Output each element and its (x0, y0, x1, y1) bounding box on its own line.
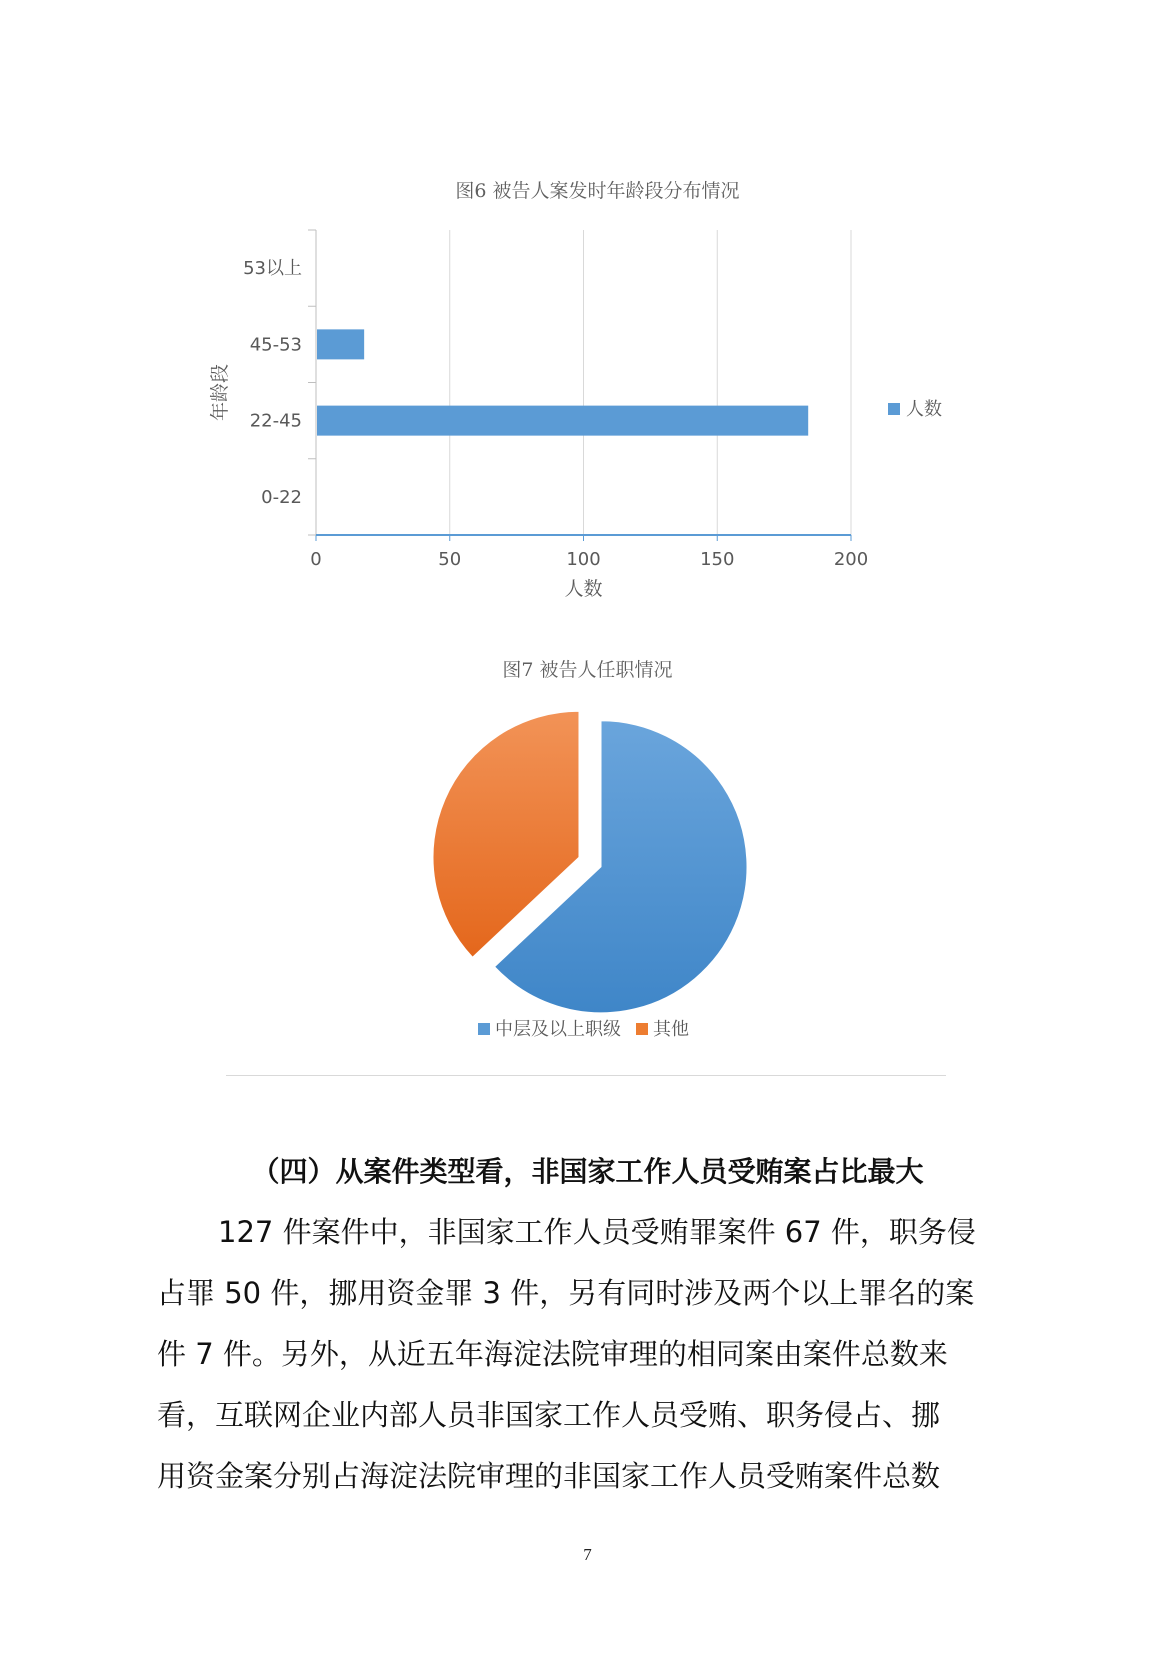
fig6-bar-chart (0, 210, 1175, 630)
bar (317, 406, 808, 436)
x-tick-label: 150 (700, 549, 735, 570)
fig6-title: 图6 被告人案发时年龄段分布情况 (455, 180, 740, 202)
paragraph-line: 看，互联网企业内部人员非国家工作人员受贿、职务侵占、挪 (157, 1398, 941, 1432)
legend-swatch (478, 1023, 490, 1035)
paragraph-line: 用资金案分别占海淀法院审理的非国家工作人员受贿案件总数 (157, 1459, 941, 1493)
paragraph-line: 占罪 50 件，挪用资金罪 3 件，另有同时涉及两个以上罪名的案 (157, 1276, 975, 1310)
paragraph-line: 件 7 件。另外，从近五年海淀法院审理的相同案由案件总数来 (157, 1337, 948, 1371)
x-axis-title: 人数 (564, 578, 603, 600)
legend-label: 其他 (653, 1019, 689, 1040)
y-tick-label: 0-22 (261, 486, 302, 508)
x-tick-label: 50 (438, 549, 462, 570)
section-divider (226, 1075, 946, 1076)
bar (317, 329, 364, 359)
legend-label: 中层及以上职级 (495, 1019, 621, 1040)
legend-swatch (636, 1023, 648, 1035)
y-tick-label: 22-45 (249, 410, 302, 432)
paragraph-line: 127 件案件中，非国家工作人员受贿罪案件 67 件，职务侵 (218, 1215, 976, 1249)
x-tick-label: 100 (566, 549, 601, 570)
fig7-pie-chart (0, 700, 1175, 1100)
section-heading: （四）从案件类型看，非国家工作人员受贿案占比最大 (251, 1155, 924, 1188)
x-tick-label: 0 (310, 549, 322, 570)
page-number: 7 (583, 1545, 592, 1564)
y-tick-label: 53以上 (243, 258, 302, 280)
y-axis-title: 年龄段 (209, 363, 231, 422)
legend-label: 人数 (906, 399, 942, 420)
legend-swatch (888, 403, 900, 415)
x-tick-label: 200 (833, 549, 869, 570)
fig7-title: 图7 被告人任职情况 (502, 659, 673, 681)
y-tick-label: 45-53 (249, 334, 302, 356)
